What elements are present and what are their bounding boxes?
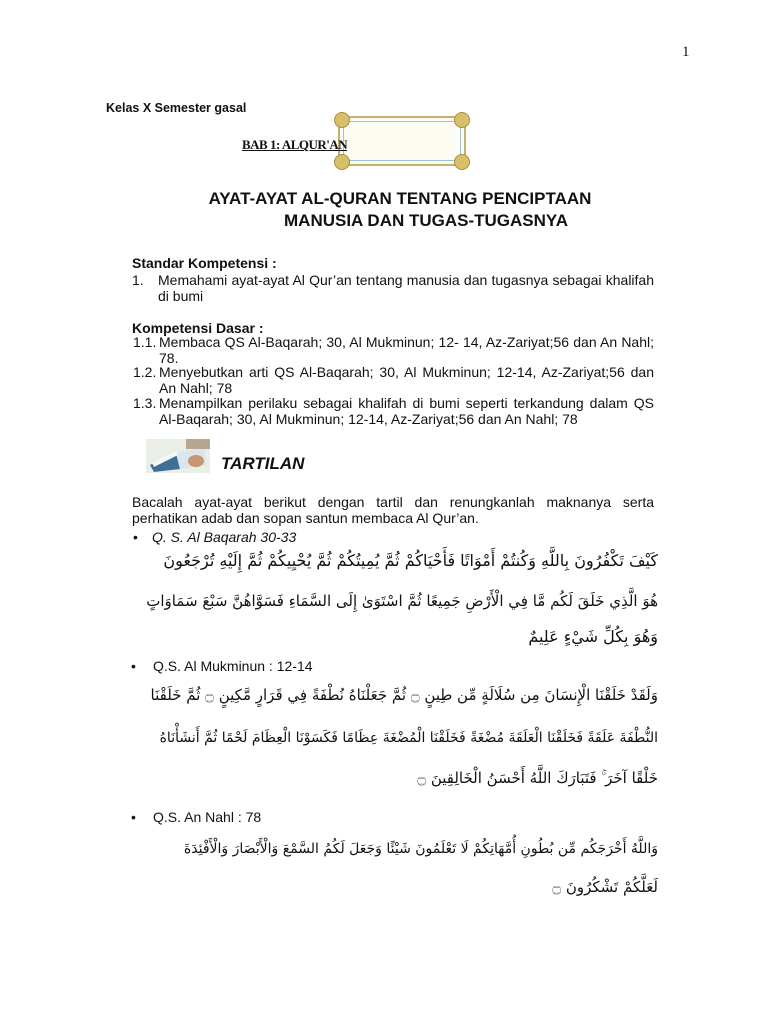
page-number: 1 — [682, 44, 690, 60]
surah-label: Q. S. Al Baqarah 30-33 — [152, 529, 297, 545]
standar-item-number: 1. — [132, 272, 144, 288]
page-title-line-1: AYAT-AYAT AL-QURAN TENTANG PENCIPTAAN — [208, 189, 592, 208]
bullet-icon: • — [131, 809, 136, 825]
arabic-verse-line: النُّطْفَةَ عَلَقَةً فَخَلَقْنَا الْعَلَقَةَ مُضْغَةً فَخَلَقْنَا الْمُضْغَةَ عِظَامًا فَكَسَوْنَا الْعِظَامَ لَحْمًا ثُمَّ أَنشَأْنَاهُ — [159, 730, 658, 746]
kompetensi-item-number: 1.2. — [133, 364, 157, 380]
tartilan-heading: TARTILAN — [221, 454, 305, 473]
arabic-verse-line: لَعَلَّكُمْ تَشْكُرُونَ ۝ — [552, 878, 658, 896]
page-title-line-2: MANUSIA DAN TUGAS-TUGASNYA — [284, 211, 568, 230]
class-semester-label: Kelas X Semester gasal — [106, 101, 247, 115]
standar-kompetensi-heading: Standar Kompetensi : — [132, 255, 277, 271]
ornament-corner-icon — [334, 154, 350, 170]
kompetensi-item-text: Menyebutkan arti QS Al-Baqarah; 30, Al Mukminun; 12-14, Az-Zariyat;56 dan An Nahl; 78 — [159, 364, 654, 396]
kompetensi-item — [133, 334, 654, 366]
ornament-corner-icon — [454, 112, 470, 128]
chapter-ornament-frame — [338, 116, 466, 166]
kompetensi-item — [133, 395, 654, 427]
kompetensi-item-text: Membaca QS Al-Baqarah; 30, Al Mukminun; 12- 14, Az-Zariyat;56 dan An Nahl; 78. — [159, 334, 654, 366]
bullet-icon: • — [133, 529, 138, 545]
arabic-verse-line: وَهُوَ بِكُلِّ شَيْءٍ عَلِيمٌ — [528, 627, 658, 646]
surah-label: Q.S. Al Mukminun : 12-14 — [153, 658, 313, 674]
arabic-verse-line: وَاللَّهُ أَخْرَجَكُم مِّن بُطُونِ أُمَّهَاتِكُمْ لَا تَعْلَمُونَ شَيْئًا وَجَعَلَ لَكُمُ السَّمْعَ وَالْأَبْصَارَ وَالْأَفْئِدَةَ — [183, 841, 658, 857]
ornament-corner-icon — [334, 112, 350, 128]
standar-item-text: Memahami ayat-ayat Al Qur’an tentang manusia dan tugasnya sebagai khalifah di bumi — [158, 272, 654, 304]
tartilan-intro: Bacalah ayat-ayat berikut dengan tartil dan renungkanlah maknanya serta perhatikan adab dan sopan santun membaca Al Qur’an. — [132, 494, 654, 526]
arabic-verse-line: خَلْقًا آخَرَ ۚ فَتَبَارَكَ اللَّهُ أَحْسَنُ الْخَالِقِينَ ۝ — [417, 769, 658, 787]
standar-item — [132, 272, 654, 304]
arabic-verse-line: هُوَ الَّذِي خَلَقَ لَكُم مَّا فِي الْأَرْضِ جَمِيعًا ثُمَّ اسْتَوَىٰ إِلَى السَّمَاءِ فَسَوَّاهُنَّ سَبْعَ سَمَاوَاتٍ — [146, 592, 658, 610]
bullet-icon: • — [131, 658, 136, 674]
kompetensi-dasar-heading: Kompetensi Dasar : — [132, 320, 264, 336]
kompetensi-item — [133, 364, 654, 396]
arabic-verse-line: وَلَقَدْ خَلَقْنَا الْإِنسَانَ مِن سُلَالَةٍ مِّن طِينٍ ۝ ثُمَّ جَعَلْنَاهُ نُطْفَةً فِي قَرَارٍ مَّكِينٍ ۝ ثُمَّ خَلَقْنَا — [150, 686, 658, 704]
arabic-verse-line: كَيْفَ تَكْفُرُونَ بِاللَّهِ وَكُنتُمْ أَمْوَاتًا فَأَحْيَاكُمْ ثُمَّ يُمِيتُكُمْ ثُمَّ يُحْيِيكُمْ ثُمَّ إِلَيْهِ تُرْجَعُونَ — [163, 551, 658, 570]
chapter-title: BAB 1: ALQUR'AN — [242, 137, 348, 152]
page-title — [130, 188, 670, 232]
ornament-corner-icon — [454, 154, 470, 170]
kompetensi-item-number: 1.3. — [133, 395, 157, 411]
kompetensi-item-number: 1.1. — [133, 334, 157, 350]
surah-label: Q.S. An Nahl : 78 — [153, 809, 262, 825]
kompetensi-item-text: Menampilkan perilaku sebagai khalifah di bumi seperti terkandung dalam QS Al-Baqarah; 30, Al Mukminun; 12-14, Az-Zariyat;56 dan An Nahl; 78 — [159, 395, 654, 427]
reading-quran-icon — [146, 439, 210, 473]
